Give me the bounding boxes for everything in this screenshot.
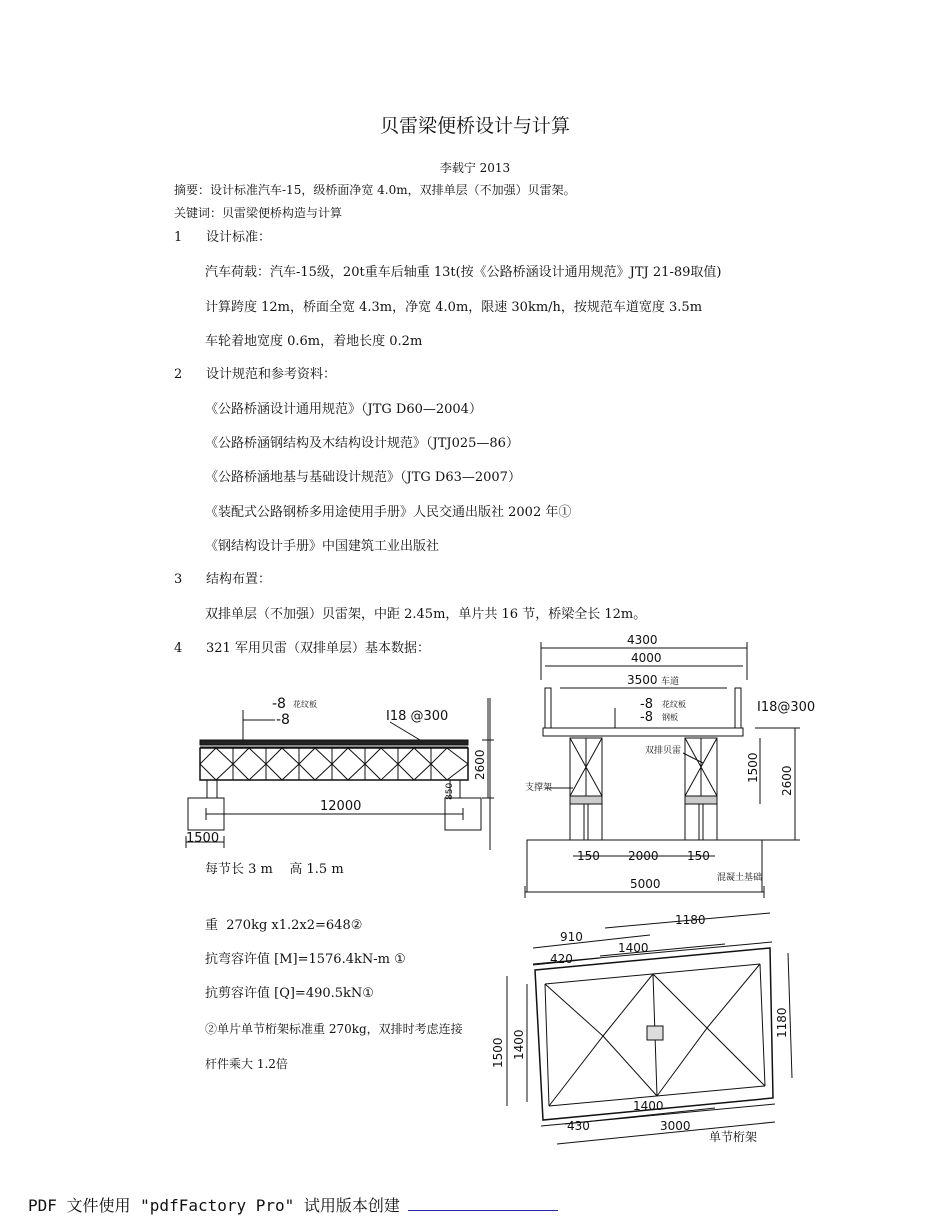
- data-line: 每节长 3 m 高 1.5 m: [205, 862, 344, 877]
- plate2-note: 钢板: [662, 713, 678, 722]
- reference-item: 《公路桥涵设计通用规范》（JTG D60—2004）: [205, 402, 482, 417]
- truss-body: [200, 748, 468, 780]
- data-line: 抗弯容许值 [M]=1576.4kN-m ①: [205, 952, 406, 967]
- dim-1500: 1500: [491, 1037, 505, 1068]
- dim-430: 430: [567, 1119, 590, 1133]
- section-heading-text: 321 军用贝雷（双排单层）基本数据：: [206, 641, 430, 656]
- reference-item: 《公路桥涵地基与基础设计规范》（JTG D63—2007）: [205, 470, 521, 485]
- h1-label: 1500: [746, 752, 760, 783]
- footer-text: PDF 文件使用 "pdfFactory Pro" 试用版本创建: [28, 1196, 400, 1215]
- keywords: 关键词：贝雷梁便桥构造与计算: [174, 206, 343, 220]
- dim-3000: 3000: [660, 1119, 691, 1133]
- section-1-heading: [174, 230, 271, 246]
- data-line: 重 270kg x1.2x2=648②: [205, 918, 363, 933]
- foundation-label: 混凝土基础: [717, 873, 763, 883]
- d3-label: 150: [687, 849, 710, 863]
- section-4-heading: [174, 641, 430, 657]
- bridge-section-drawing: [515, 628, 835, 910]
- deck: [543, 728, 743, 736]
- pier-label: 1500: [186, 831, 220, 846]
- s1-line: 汽车荷载：汽车-15级，20t重车后轴重 13t(按《公路桥涵设计通用规范》JTJ 21-89取值): [205, 265, 722, 280]
- dim-420: 420: [550, 952, 573, 966]
- beam-label: I18@300: [757, 700, 816, 715]
- footer-link[interactable]: [408, 1196, 558, 1211]
- pdf-footer: [28, 1193, 558, 1216]
- lane-note: 车道: [661, 677, 680, 687]
- section-number: 1: [174, 230, 183, 245]
- d2-label: 2000: [628, 849, 659, 863]
- plate1-label: -8: [640, 697, 653, 712]
- plate2-label: -8: [640, 710, 653, 725]
- d1-label: 150: [577, 849, 600, 863]
- section-heading-text: 结构布置：: [206, 572, 272, 587]
- data-note: 杆件乘大 1.2倍: [205, 1057, 288, 1071]
- section-2-heading: [174, 367, 336, 383]
- truss-panel-drawing: [485, 908, 805, 1168]
- dim-1400-top: 1400: [618, 941, 649, 955]
- lane-label: 3500: [627, 673, 658, 687]
- height-label: 2600: [473, 749, 487, 780]
- section-number: 2: [174, 367, 183, 382]
- width-total-label: 4300: [627, 633, 658, 647]
- author-line: 李载宁 2013: [439, 161, 511, 175]
- dim-1180-vert: 1180: [775, 1007, 789, 1038]
- plate1-label: -8: [272, 696, 286, 712]
- page-title: 贝雷梁便桥设计与计算: [379, 115, 570, 137]
- section-number: 4: [174, 641, 183, 656]
- section-heading-text: 设计标准：: [206, 230, 272, 245]
- reference-item: 《公路桥涵钢结构及木结构设计规范》（JTJ025—86）: [205, 436, 519, 451]
- reference-item: 《装配式公路钢桥多用途使用手册》人民交通出版社 2002 年①: [205, 505, 572, 520]
- deck-plate: [200, 740, 468, 745]
- small-dim-label: 850: [445, 782, 455, 800]
- s3-line: 双排单层（不加强）贝雷架，中距 2.45m，单片共 16 节，桥梁全长 12m。: [205, 607, 647, 622]
- beam-label: I18 @300: [386, 709, 449, 724]
- section-number: 3: [174, 572, 183, 587]
- span-label: 12000: [320, 799, 362, 814]
- s1-line: 车轮着地宽度 0.6m，着地长度 0.2m: [205, 334, 423, 349]
- data-line: 抗剪容许值 [Q]=490.5kN①: [205, 986, 374, 1001]
- section-heading-text: 设计规范和参考资料：: [206, 367, 337, 382]
- plate1-note: 花纹板: [662, 700, 686, 709]
- width-clear-label: 4000: [631, 651, 662, 665]
- abstract: 摘要：设计标准汽车-15，级桥面净宽 4.0m，双排单层（不加强）贝雷架。: [174, 183, 576, 197]
- plate2-label: -8: [276, 712, 290, 728]
- section-3-heading: [174, 572, 271, 588]
- reference-item: 《钢结构设计手册》中国建筑工业出版社: [205, 539, 440, 554]
- truss-label: 双排贝雷: [645, 746, 682, 756]
- foundation-width-label: 5000: [630, 877, 661, 891]
- dim-1400-vert: 1400: [512, 1029, 526, 1060]
- dim-1180: 1180: [675, 913, 706, 927]
- s1-line: 计算跨度 12m，桥面全宽 4.3m，净宽 4.0m，限速 30km/h，按规范车道宽度 3.5m: [205, 300, 703, 315]
- dim-910: 910: [560, 930, 583, 944]
- h2-label: 2600: [780, 765, 794, 796]
- dim-1400-bottom: 1400: [633, 1099, 664, 1113]
- plate1-note: 花纹板: [293, 700, 317, 709]
- panel-caption: 单节桁架: [709, 1130, 758, 1144]
- bridge-elevation-drawing: [180, 690, 500, 860]
- truss-panels: [200, 748, 468, 780]
- support-label: 支撑架: [525, 783, 553, 793]
- data-note: ②单片单节桁架标准重 270kg，双排时考虑连接: [205, 1022, 463, 1036]
